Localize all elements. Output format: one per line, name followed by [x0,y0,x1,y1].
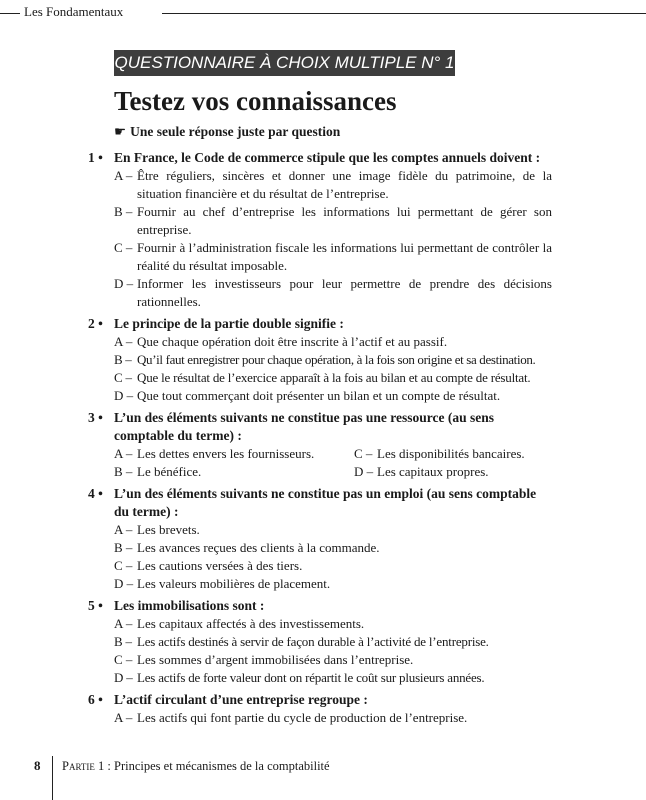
question-number: 6 • [88,692,103,707]
question-6 [0,691,646,727]
answer-option [0,669,646,687]
question-heading [0,691,646,709]
question-text: L’un des éléments suivants ne constitue pas un emploi (au sens comptable du terme) : [114,486,537,519]
answer-option [0,521,646,539]
answer-text: Le bénéfice. [137,464,202,479]
question-number: 4 • [88,486,103,501]
answer-text: Fournir à l’administration fiscale les informations lui permettant de contrôler la réalité du résultat imposable. [137,240,552,273]
question-text: L’un des éléments suivants ne constitue pas une ressource (au sens comptable du terme) : [114,410,495,443]
answer-text: Les capitaux affectés à des investissements. [137,616,365,631]
answer-letter: A – [114,334,133,349]
answer-option [0,651,646,669]
answer-option [0,239,646,275]
answer-letter: D – [114,276,134,291]
question-text: L’actif circulant d’une entreprise regroupe : [114,692,368,707]
answer-letter: D – [114,670,133,685]
answer-text: Que tout commerçant doit présenter un bilan et un compte de résultat. [137,388,501,403]
answer-letter: D – [354,464,374,479]
answer-letter: C – [114,370,132,385]
answer-letter: C – [114,240,133,255]
answer-letter: B – [114,464,133,479]
question-heading [0,485,646,521]
question-heading [0,597,646,615]
answer-letter: B – [114,204,133,219]
answer-option [0,557,646,575]
answer-option [0,615,646,633]
answer-letter: C – [354,446,373,461]
answer-option [0,351,646,369]
answer-letter: D – [114,388,134,403]
answer-text: Que le résultat de l’exercice apparaît à la fois au bilan et au compte de résultat. [137,370,531,385]
part-label: Partie 1 [62,759,105,773]
part-title-text: : Principes et mécanismes de la comptabilité [104,759,330,773]
answer-letter: B – [114,352,132,367]
question-number: 5 • [88,598,103,613]
page-title: Testez vos connaissances [114,86,397,116]
qcm-banner: QUESTIONNAIRE À CHOIX MULTIPLE N° 1 [114,50,455,76]
answer-letter: A – [114,522,133,537]
answer-option [0,633,646,651]
answer-text: Les actifs qui font partie du cycle de production de l’entreprise. [137,710,468,725]
question-1 [0,149,646,311]
question-5 [0,597,646,687]
answer-text: Fournir au chef d’entreprise les informations lui permettant de gérer son entreprise. [137,204,552,237]
part-title [62,759,330,774]
answer-option [0,333,646,351]
answer-option [0,203,646,239]
answer-option [0,275,646,311]
answer-text: Que chaque opération doit être inscrite à l’actif et au passif. [137,334,448,349]
answer-option [114,445,354,463]
question-list [0,149,646,731]
answer-letter: B – [114,540,133,555]
answer-letter: C – [114,652,133,667]
answer-letter: A – [114,168,133,183]
answer-text: Les cautions versées à des tiers. [137,558,303,573]
page-number: 8 [34,758,41,773]
answer-text: Les valeurs mobilières de placement. [137,576,331,591]
instructions-text: Une seule réponse juste par question [130,124,341,139]
answer-option [354,445,554,463]
answer-letter: D – [114,576,134,591]
answer-letter: A – [114,616,133,631]
answer-list [0,615,646,687]
answer-letter: A – [114,710,133,725]
answer-letter: A – [114,446,133,461]
answer-list [0,521,646,593]
answer-text: Les brevets. [137,522,200,537]
question-number: 1 • [88,150,103,165]
pointing-hand-icon: ☛ [114,124,127,139]
answer-text: Les actifs de forte valeur dont on répartit le coût sur plusieurs années. [137,670,485,685]
running-head [0,2,646,22]
question-3 [0,409,646,481]
answer-list [0,333,646,405]
answer-option [0,539,646,557]
answer-text: Les disponibilités bancaires. [377,446,525,461]
question-text: En France, le Code de commerce stipule que les comptes annuels doivent : [114,150,541,165]
answer-letter: C – [114,558,133,573]
answer-list [0,167,646,311]
answer-option [0,167,646,203]
answer-text: Les avances reçues des clients à la commande. [137,540,380,555]
answer-text: Être réguliers, sincères et donner une image fidèle du patrimoine, de la situation financière et du résultat de l’entreprise. [137,168,552,201]
question-number: 3 • [88,410,103,425]
answer-option [354,463,554,481]
answer-list [0,709,646,727]
question-number: 2 • [88,316,103,331]
answer-text: Informer les investisseurs pour leur permettre de prendre des décisions rationnelles. [137,276,552,309]
question-text: Le principe de la partie double signifie : [114,316,344,331]
answer-list [0,445,646,481]
answer-letter: B – [114,634,132,649]
page-footer [0,756,646,800]
answer-option [0,369,646,387]
instructions [114,124,340,140]
answer-option [0,387,646,405]
question-heading [0,149,646,167]
footer-rule [52,756,53,800]
running-head-rule-left [0,13,20,14]
question-heading [0,409,646,445]
answer-text: Les capitaux propres. [377,464,489,479]
answer-option [114,463,354,481]
running-head-text: Les Fondamentaux [24,4,124,19]
question-2 [0,315,646,405]
answer-text: Qu’il faut enregistrer pour chaque opération, à la fois son origine et sa destination. [137,352,536,367]
answer-text: Les actifs destinés à servir de façon durable à l’activité de l’entreprise. [137,634,489,649]
running-head-rule-right [162,13,646,14]
answer-option [0,709,646,727]
answer-option [0,575,646,593]
question-text: Les immobilisations sont : [114,598,265,613]
answer-text: Les dettes envers les fournisseurs. [137,446,315,461]
answer-text: Les sommes d’argent immobilisées dans l’entreprise. [137,652,414,667]
question-4 [0,485,646,593]
question-heading [0,315,646,333]
